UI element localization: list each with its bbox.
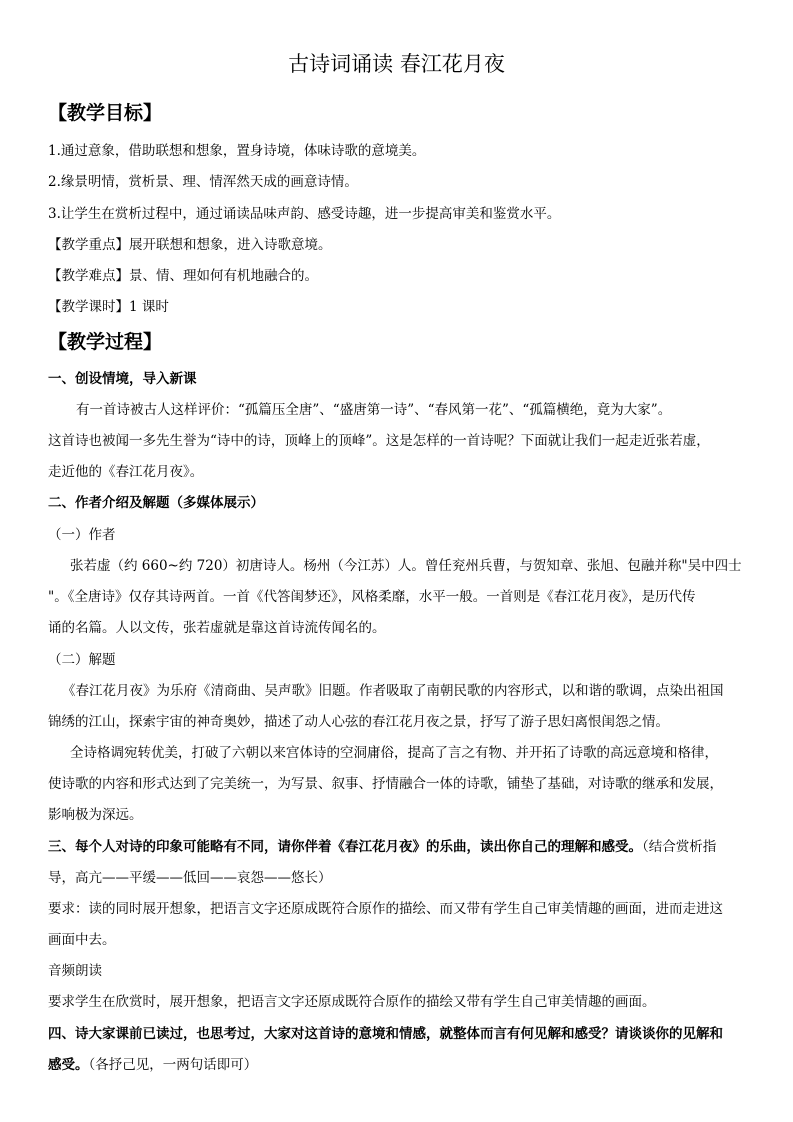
section-4-heading: 四、诗大家课前已读过，也思考过，大家对这首诗的意境和情感，就整体而言有何见解和感受？请谈谈你的见解和 (48, 1026, 723, 1042)
paragraph-line: 要求学生在欣赏时，展开想象，把语言文字还原成既符合原作的描绘又带有学生自己审美情趣的画面。 (48, 994, 656, 1010)
paragraph-line: 影响极为深远。 (48, 807, 143, 823)
paragraph-line: 要求：读的同时展开想象，把语言文字还原成既符合原作的描绘、而又带有学生自己审美情趣的画面，进而走进这 (48, 901, 723, 917)
goal-item: 2.缘景明情，赏析景、理、情浑然天成的画意诗情。 (48, 174, 358, 190)
paragraph-line: 张若虚（约 660~约 720）初唐诗人。杨州（今江苏）人。曾任兖州兵曹，与贺知章、张旭、包融并称"吴中四士 (70, 558, 742, 574)
section-3-heading (48, 835, 716, 855)
section-3-heading-bold: 三、每个人对诗的印象可能略有不同，请你伴着《春江花月夜》的乐曲，读出你自己的理解和感受。 (48, 839, 642, 855)
goals-heading: 【教学目标】 (48, 102, 163, 124)
section-4-line2 (48, 1053, 257, 1073)
paragraph-line: 全诗格调宛转优美，打破了六朝以来宫体诗的空洞庸俗，提高了言之有物、并开拓了诗歌的高远意境和格律， (70, 745, 718, 761)
paragraph-line: 这首诗也被闻一多先生誉为“诗中的诗，顶峰上的顶峰”。这是怎样的一首诗呢？下面就让我们一起走近张若虚， (48, 433, 710, 449)
paragraph-line: 导，高亢——平缓——低回——哀怨——悠长） (48, 870, 332, 886)
title-explain-label: （二）解题 (48, 652, 116, 668)
paragraph-line: 锦绣的江山，探索宇宙的神奇奥妙，描述了动人心弦的春江花月夜之景，抒写了游子思妇离恨闺怨之情。 (48, 714, 669, 730)
audio-label: 音频朗读 (48, 963, 102, 979)
goal-item: 3.让学生在赏析过程中，通过诵读品味声韵、感受诗趣，进一步提高审美和鉴赏水平。 (48, 206, 561, 222)
goal-item: 1.通过意象，借助联想和想象，置身诗境，体味诗歌的意境美。 (48, 143, 426, 159)
page-title: 古诗词诵读 春江花月夜 (288, 52, 505, 76)
paragraph-line: 诵的名篇。人以文传，张若虚就是靠这首诗流传闻名的。 (48, 620, 386, 636)
paragraph-line: "。《全唐诗》仅存其诗两首。一首《代答闺梦还》，风格柔靡，水平一般。一首则是《春江花月夜》，是历代传 (48, 589, 696, 605)
section-1-heading: 一、创设情境，导入新课 (48, 371, 197, 387)
section-4-heading-end: 感受。 (48, 1057, 89, 1073)
paragraph-line: 使诗歌的内容和形式达到了完美统一，为写景、叙事、抒情融合一体的诗歌，铺垫了基础，对诗歌的继承和发展， (48, 776, 723, 792)
class-hours: 【教学课时】1 课时 (48, 299, 169, 315)
section-4-tail: （各抒己见，一两句话即可） (88, 1057, 258, 1073)
paragraph-line: 画面中去。 (48, 932, 116, 948)
key-point: 【教学重点】展开联想和想象，进入诗歌意境。 (48, 237, 332, 253)
paragraph-line: 有一首诗被古人这样评价：“孤篇压全唐”、“盛唐第一诗”、“春风第一花”、“孤篇横绝，竟为大家”。 (76, 402, 672, 418)
paragraph-line: 《春江花月夜》为乐府《清商曲、吴声歌》旧题。作者吸取了南朝民歌的内容形式，以和谐的歌调，点染出祖国 (62, 683, 724, 699)
paragraph-line: 走近他的《春江花月夜》。 (48, 464, 204, 480)
author-label: （一）作者 (48, 527, 116, 543)
section-2-heading: 二、作者介绍及解题（多媒体展示） (48, 495, 264, 511)
process-heading: 【教学过程】 (48, 331, 163, 353)
section-3-heading-tail: （结合赏析指 (642, 839, 717, 855)
difficulty: 【教学难点】景、情、理如何有机地融合的。 (48, 268, 318, 284)
